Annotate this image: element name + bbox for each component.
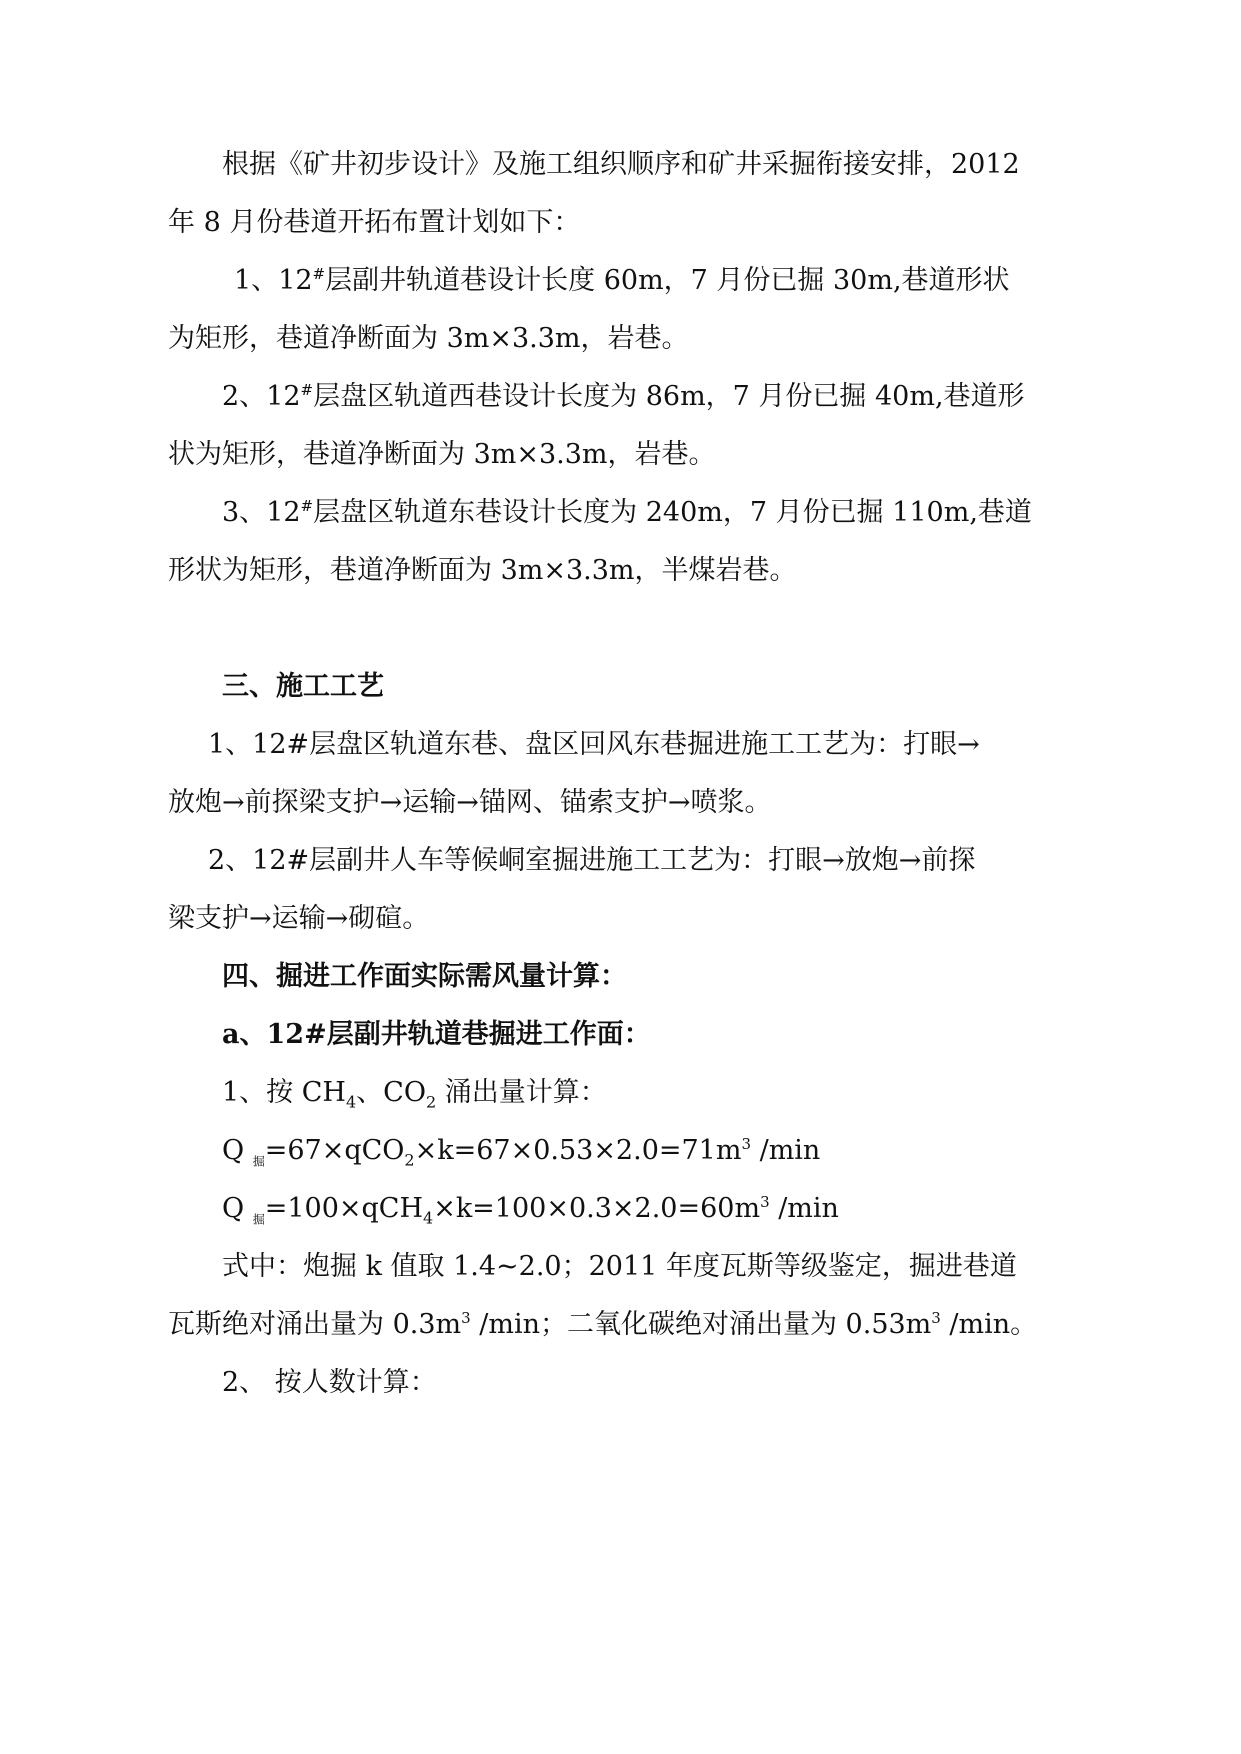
section-3-para-2-line-2: 梁支护→运输→砌碹。: [168, 903, 430, 934]
item-layer-mark: #: [300, 497, 314, 515]
section-3-heading: 三、施工工艺: [222, 671, 384, 702]
item-1-line-1: [234, 264, 1010, 298]
item-layer: 12: [266, 497, 301, 528]
item-number: 2、: [222, 381, 267, 412]
section-3-para-2-line-1: 2、12#层副井人车等候峒室掘进施工工艺为：打眼→放炮→前探: [208, 845, 976, 876]
item-layer: 12: [266, 381, 301, 412]
item-3-line-2: 形状为矩形，巷道净断面为 3m×3.3m，半煤岩巷。: [168, 555, 797, 586]
item-layer-mark: #: [300, 381, 314, 399]
note-line-1: 式中：炮掘 k 值取 1.4~2.0；2011 年度瓦斯等级鉴定，掘进巷道: [222, 1251, 1017, 1282]
item-2-line-1: [222, 380, 1025, 414]
section-3-para-1-line-2: 放炮→前探梁支护→运输→锚网、锚索支护→喷浆。: [168, 787, 772, 818]
item-2-line-2: 状为矩形，巷道净断面为 3m×3.3m，岩巷。: [168, 439, 716, 470]
calc-item-1: 1、按 $CH_4$、$CO_2$ 涌出量计算：: [222, 1077, 607, 1112]
item-1-line-2: 为矩形，巷道净断面为 3m×3.3m，岩巷。: [168, 323, 689, 354]
formula-co2: Q $_掘=67\times qCO_2\times k=67\times 0.53\times 2.0=71m^3$ /min: [222, 1135, 821, 1170]
item-text: 层盘区轨道西巷设计长度为 86m，7 月份已掘 40m,巷道形: [313, 381, 1025, 412]
note-line-2: 瓦斯绝对涌出量为 $0.3m^3$ /min；二氧化碳绝对涌出量为 $0.53m^3$ /min。: [168, 1309, 1038, 1340]
item-layer-mark: #: [312, 265, 326, 283]
formula-ch4: Q $_掘=100\times qCH_4\times k=100\times 0.3\times 2.0=60m^3$ /min: [222, 1193, 839, 1228]
item-text: 层副井轨道巷设计长度 60m，7 月份已掘 30m,巷道形状: [325, 265, 1010, 296]
intro-line-1: 根据《矿井初步设计》及施工组织顺序和矿井采掘衔接安排，2012: [222, 149, 1020, 180]
intro-line-2: 年 8 月份巷道开拓布置计划如下：: [168, 207, 581, 238]
item-layer: 12: [278, 265, 313, 296]
section-3-para-1-line-1: 1、12#层盘区轨道东巷、盘区回风东巷掘进施工工艺为：打眼→: [208, 729, 980, 760]
item-3-line-1: [222, 496, 1032, 530]
item-text: 层盘区轨道东巷设计长度为 240m，7 月份已掘 110m,巷道: [313, 497, 1032, 528]
item-number: 1、: [234, 265, 279, 296]
subsection-a-heading: a、12#层副井轨道巷掘进工作面：: [222, 1019, 651, 1050]
section-4-heading: 四、掘进工作面实际需风量计算：: [222, 961, 627, 992]
calc-item-2: 2、 按人数计算：: [222, 1367, 437, 1398]
item-number: 3、: [222, 497, 267, 528]
